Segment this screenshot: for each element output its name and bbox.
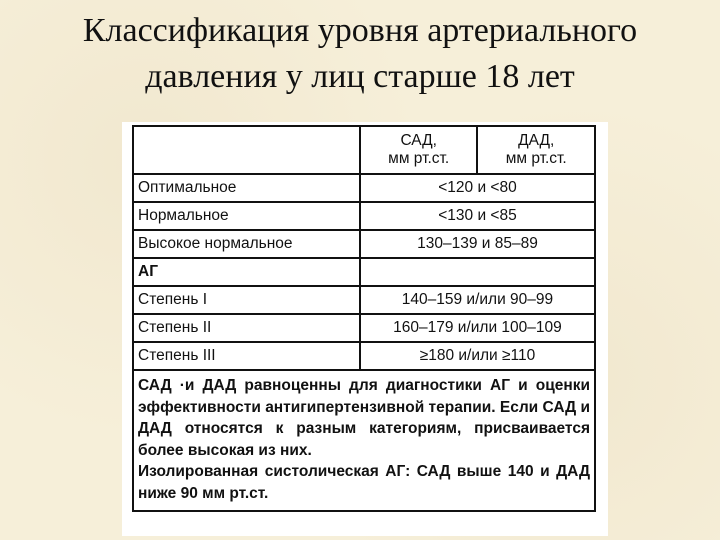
- table-header-row: [133, 126, 595, 174]
- row-category: Степень II: [133, 314, 360, 342]
- bp-classification-table: [132, 125, 596, 512]
- table-row: [133, 314, 595, 342]
- table-note-row: [133, 370, 595, 511]
- note-paragraph-1: САД ·и ДАД равноценны для диагностики АГ и оценки эффективности антигипертензивной терапии. Если САД и ДАД относятся к разным категориям, присваивается более высокая из них.: [138, 377, 590, 459]
- table-row: [133, 342, 595, 370]
- header-sad: [360, 126, 478, 174]
- row-value: <120 и <80: [360, 174, 595, 202]
- row-value: ≥180 и/или ≥110: [360, 342, 595, 370]
- table-row: [133, 174, 595, 202]
- header-dad: [477, 126, 595, 174]
- classification-table-image: [122, 122, 608, 536]
- slide-title: [0, 8, 720, 100]
- slide-title-line-2: давления у лиц старше 18 лет: [145, 58, 575, 95]
- row-value: <130 и <85: [360, 202, 595, 230]
- row-category: Высокое нормальное: [133, 230, 360, 258]
- row-category: Нормальное: [133, 202, 360, 230]
- row-value: [360, 258, 595, 286]
- row-category: Степень III: [133, 342, 360, 370]
- note-paragraph-2: Изолированная систолическая АГ: САД выше 140 и ДАД ниже 90 мм рт.ст.: [138, 463, 590, 502]
- row-value: 130–139 и 85–89: [360, 230, 595, 258]
- row-category: Оптимальное: [133, 174, 360, 202]
- header-dad-unit: мм рт.ст.: [505, 150, 567, 167]
- row-value: 140–159 и/или 90–99: [360, 286, 595, 314]
- row-value: 160–179 и/или 100–109: [360, 314, 595, 342]
- table-row: [133, 230, 595, 258]
- row-category: Степень I: [133, 286, 360, 314]
- header-empty-cell: [133, 126, 360, 174]
- slide-title-line-1: Классификация уровня артериального: [82, 12, 638, 49]
- header-sad-unit: мм рт.ст.: [388, 150, 450, 167]
- table-note: [133, 370, 595, 511]
- header-dad-label: ДАД,: [518, 132, 555, 149]
- table-row: [133, 286, 595, 314]
- table-row: [133, 258, 595, 286]
- row-category-ag: АГ: [133, 258, 360, 286]
- header-sad-label: САД,: [400, 132, 437, 149]
- table-row: [133, 202, 595, 230]
